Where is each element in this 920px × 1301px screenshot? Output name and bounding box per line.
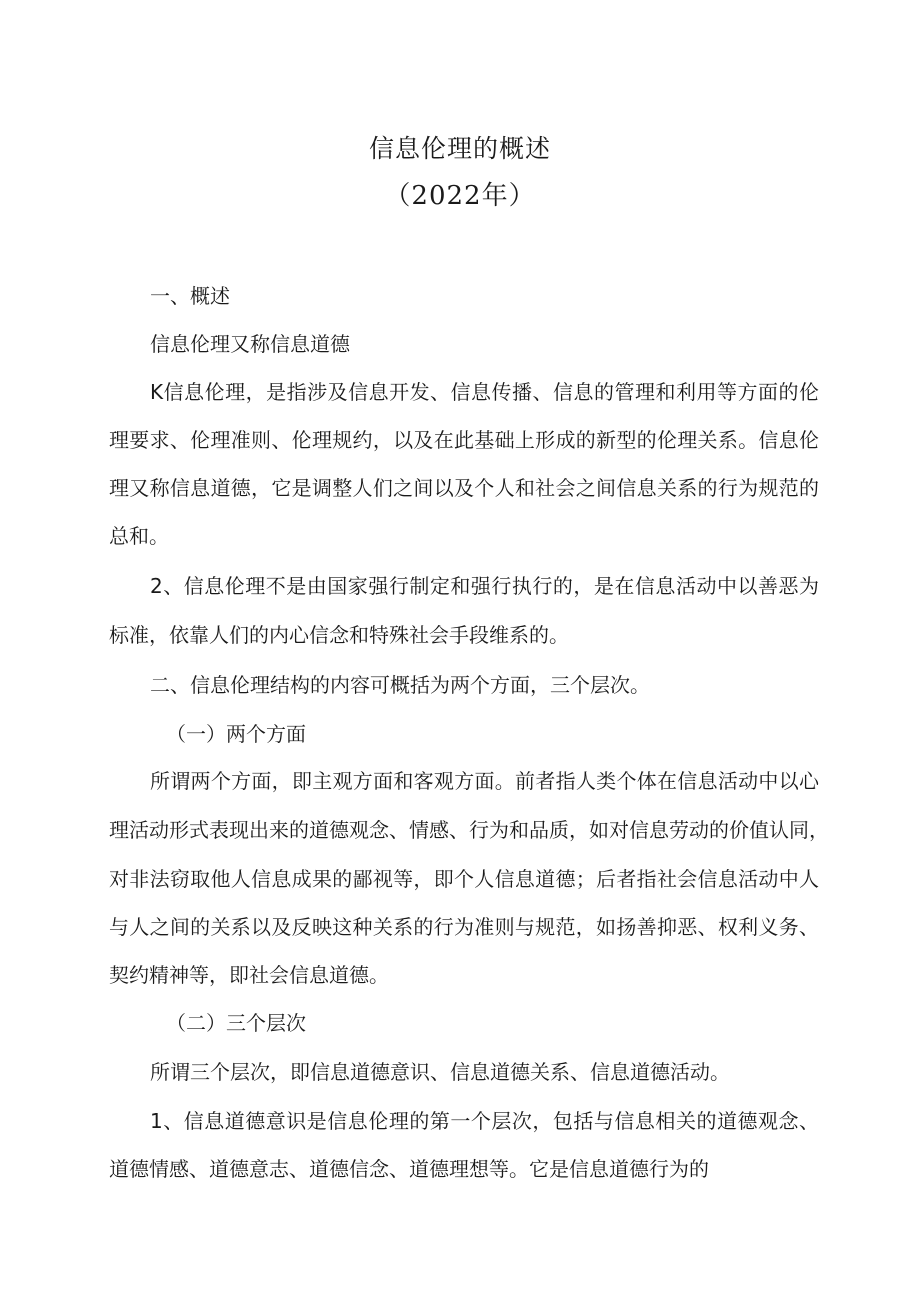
subsection-heading: （二）三个层次 [166,1011,306,1035]
paragraph-line: K信息伦理，是指涉及信息开发、信息传播、信息的管理和利用等方面的伦 [150,380,819,404]
paragraph-line: 2、信息伦理不是由国家强行制定和强行执行的，是在信息活动中以善恶为 [150,574,819,598]
paragraph-line: 理要求、伦理准则、伦理规约，以及在此基础上形成的新型的伦理关系。信息伦 [109,428,819,452]
paragraph-line: 对非法窃取他人信息成果的鄙视等，即个人信息道德；后者指社会信息活动中人 [109,867,819,891]
subsection-heading: （一）两个方面 [166,722,306,746]
document-subtitle: （2022年） [384,181,536,211]
paragraph-line: 所谓三个层次，即信息道德意识、信息道德关系、信息道德活动。 [150,1060,730,1084]
paragraph-line: 1、信息道德意识是信息伦理的第一个层次，包括与信息相关的道德观念、 [150,1109,819,1133]
document-title: 信息伦理的概述 [368,134,551,163]
paragraph-line: 理又称信息道德，它是调整人们之间以及个人和社会之间信息关系的行为规范的 [109,476,819,500]
paragraph-line: 契约精神等，即社会信息道德。 [109,963,389,987]
paragraph-line: 所谓两个方面，即主观方面和客观方面。前者指人类个体在信息活动中以心 [150,769,819,793]
paragraph-line: 标准，依靠人们的内心信念和特殊社会手段维系的。 [109,623,569,647]
section-heading: 二、信息伦理结构的内容可概括为两个方面，三个层次。 [150,673,650,697]
paragraph-line: 理活动形式表现出来的道德观念、情感、行为和品质，如对信息劳动的价值认同， [109,818,829,842]
section-heading: 一、概述 [150,284,230,308]
paragraph-line: 总和。 [109,524,169,548]
paragraph-line: 道德情感、道德意志、道德信念、道德理想等。它是信息道德行为的 [109,1157,709,1181]
paragraph-line: 与人之间的关系以及反映这种关系的行为准则与规范，如扬善抑恶、权利义务、 [109,915,819,939]
paragraph-line: 信息伦理又称信息道德 [150,332,350,356]
